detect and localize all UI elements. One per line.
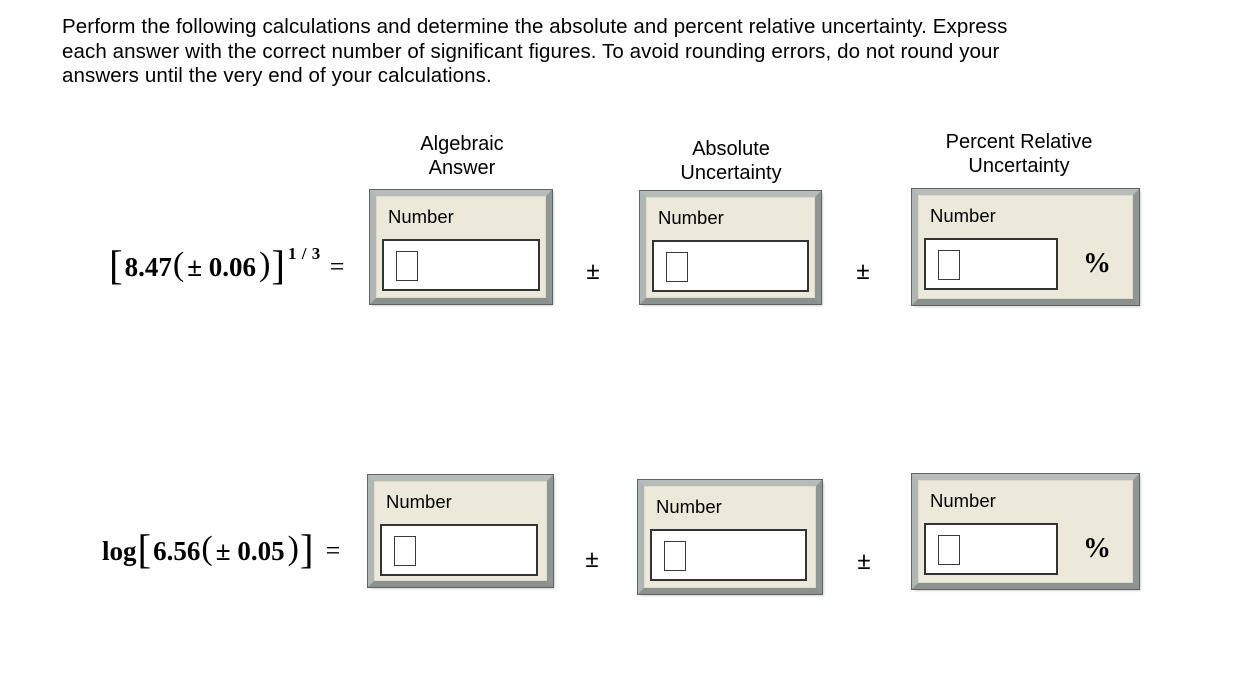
plus-minus-separator: ± — [586, 258, 600, 285]
equation-uncertainty: ± 0.06 — [187, 251, 257, 282]
equation-exponent: 1 / 3 — [288, 244, 321, 263]
answer-box-row1-algebraic — [370, 190, 552, 304]
open-bracket: [ — [137, 525, 152, 572]
answer-placeholder-box — [938, 535, 960, 565]
answer-input-row1-percent[interactable] — [924, 238, 1058, 290]
close-bracket: ] — [271, 241, 286, 288]
number-label: Number — [656, 496, 722, 517]
number-label: Number — [930, 205, 996, 226]
answer-placeholder-box — [664, 541, 686, 571]
number-label: Number — [388, 206, 454, 227]
header-line-2: Answer — [428, 157, 496, 179]
answer-input-row2-percent[interactable] — [924, 523, 1058, 575]
percent-sign: % — [1083, 248, 1111, 279]
equals-sign: = — [329, 252, 345, 281]
instruction-line: answers until the very end of your calculations. — [62, 64, 492, 88]
answer-box-row2-percent — [912, 474, 1139, 589]
equation-row2 — [102, 524, 340, 578]
plus-minus-separator: ± — [857, 548, 871, 575]
instruction-line: each answer with the correct number of significant figures. To avoid rounding errors, do not round your — [62, 39, 1000, 63]
number-label: Number — [386, 491, 452, 512]
number-label: Number — [658, 207, 724, 228]
column-header-percent-relative-uncertainty — [894, 130, 1144, 178]
plus-minus-separator: ± — [856, 258, 870, 285]
close-bracket: ] — [299, 525, 314, 572]
plus-minus-separator: ± — [585, 546, 599, 573]
column-header-algebraic-answer — [362, 132, 562, 180]
close-paren: ) — [287, 530, 299, 567]
answer-placeholder-box — [666, 252, 688, 282]
header-line-1: Algebraic — [420, 133, 504, 155]
header-line-2: Uncertainty — [968, 155, 1070, 177]
header-line-2: Uncertainty — [680, 162, 782, 184]
number-label: Number — [930, 490, 996, 511]
answer-box-row2-absolute — [638, 480, 822, 594]
answer-box-row1-absolute — [640, 191, 821, 304]
answer-input-row2-absolute[interactable] — [650, 529, 807, 581]
percent-sign: % — [1083, 533, 1111, 564]
equation-row1 — [108, 240, 344, 294]
equation-value: 6.56 — [153, 535, 201, 566]
instructions-text — [62, 15, 1232, 89]
answer-placeholder-box — [396, 251, 418, 281]
equation-value: 8.47 — [124, 251, 172, 282]
answer-box-row2-algebraic — [368, 475, 553, 587]
answer-placeholder-box — [938, 250, 960, 280]
answer-input-row1-algebraic[interactable] — [382, 239, 540, 291]
equation-function: log — [102, 535, 137, 566]
close-paren: ) — [259, 246, 271, 283]
open-paren: ( — [201, 530, 213, 567]
answer-input-row2-algebraic[interactable] — [380, 524, 538, 576]
answer-box-row1-percent — [912, 189, 1139, 305]
open-paren: ( — [172, 246, 185, 283]
equation-uncertainty: ± 0.05 — [215, 535, 285, 566]
instruction-line: Perform the following calculations and determine the absolute and percent relative uncertainty. Express — [62, 15, 1008, 38]
answer-input-row1-absolute[interactable] — [652, 240, 809, 292]
open-bracket: [ — [109, 241, 123, 288]
equals-sign: = — [325, 536, 341, 565]
header-line-1: Absolute — [692, 138, 770, 160]
header-line-1: Percent Relative — [945, 131, 1093, 153]
column-header-absolute-uncertainty — [631, 137, 831, 185]
answer-placeholder-box — [394, 536, 416, 566]
